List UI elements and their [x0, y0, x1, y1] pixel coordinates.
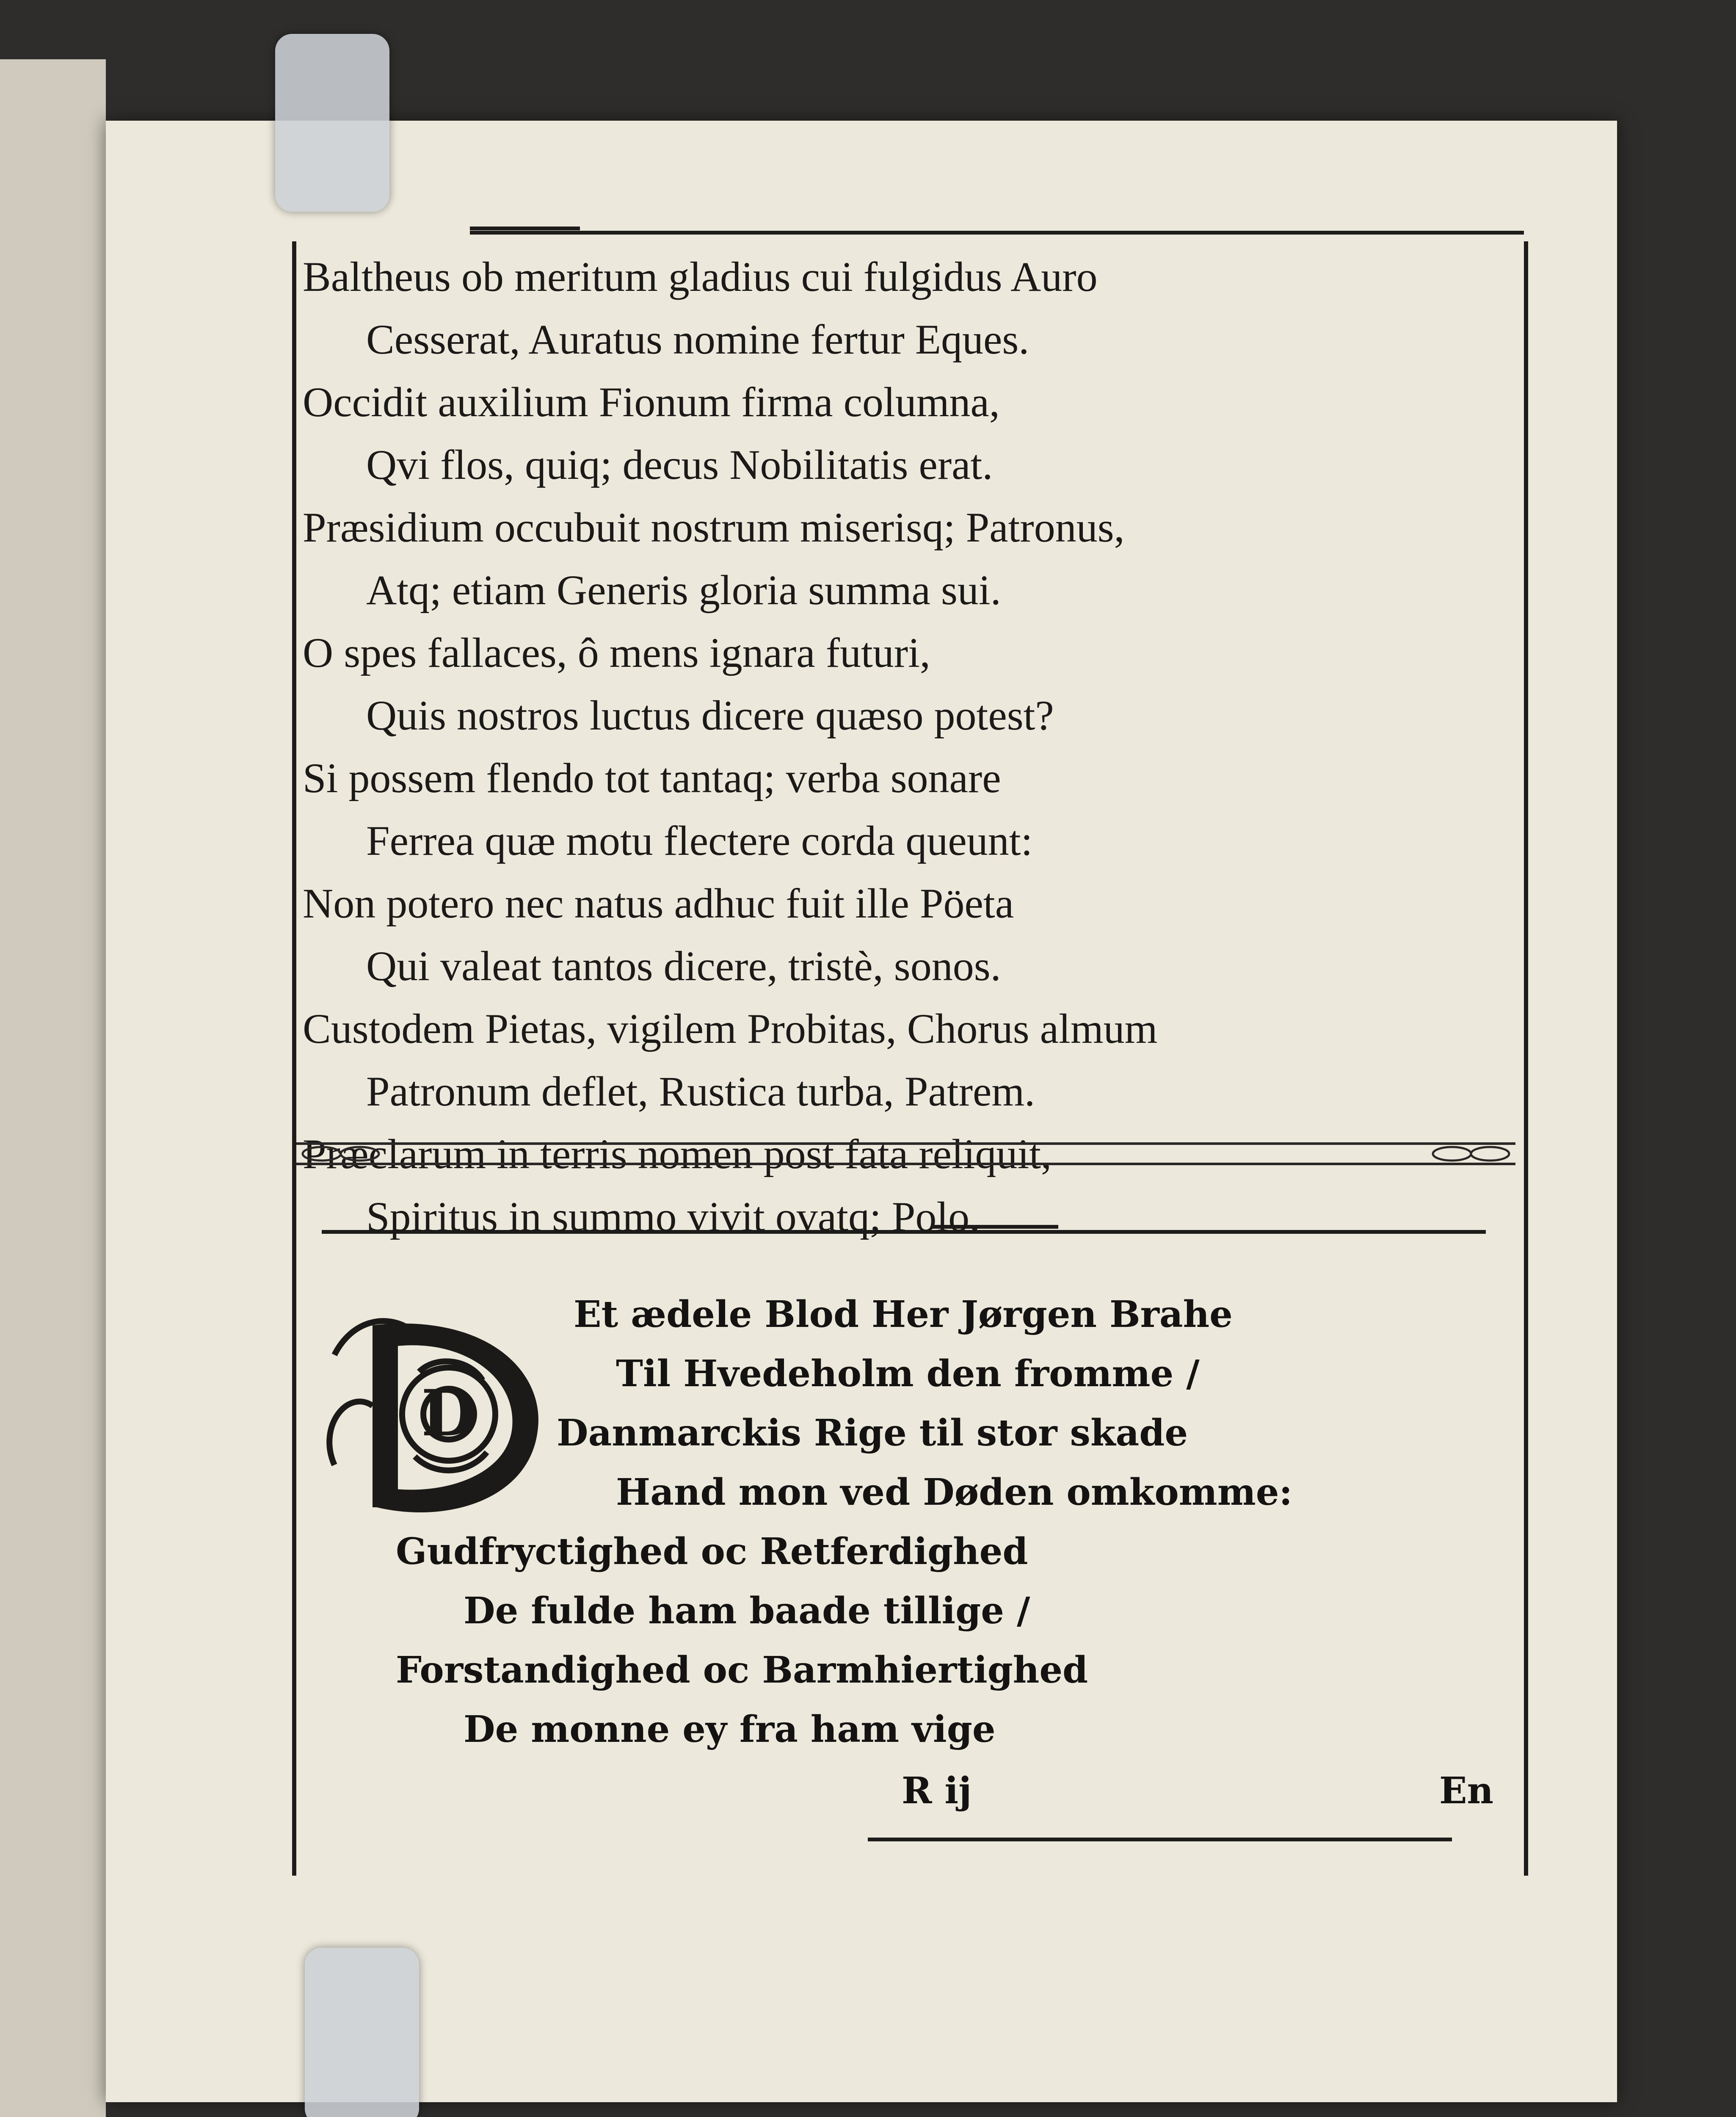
- left-page-edge: [0, 59, 106, 2117]
- danish-line-1: Et ædele Blod Her Jørgen Brahe: [574, 1293, 1233, 1336]
- danish-line-3: Danmarckis Rige til stor skade: [557, 1412, 1188, 1454]
- latin-line-16: Spiritus in summo vivit ovatq; Polo.: [366, 1193, 980, 1240]
- top-rule-accent: [470, 227, 580, 230]
- danish-line-8: De monne ey fra ham vige: [464, 1708, 996, 1751]
- latin-line-6: Atq; etiam Generis gloria summa sui.: [366, 567, 1001, 614]
- danish-line-5: Gudfryctighed oc Retferdighed: [396, 1530, 1028, 1573]
- latin-line-3: Occidit auxilium Fionum firma columna,: [303, 379, 1000, 426]
- latin-line-5: Præsidium occubuit nostrum miserisq; Patronus,: [303, 504, 1125, 551]
- bottom-rule: [868, 1838, 1452, 1841]
- latin-line-2: Cesserat, Auratus nomine fertur Eques.: [366, 316, 1029, 363]
- latin-line-1: Baltheus ob meritum gladius cui fulgidus Auro: [303, 253, 1098, 300]
- latin-poem: [303, 246, 1509, 1248]
- latin-line-10: Ferrea quæ motu flectere corda queunt:: [366, 817, 1033, 864]
- ornamental-border: [296, 1141, 1515, 1166]
- danish-line-6: De fulde ham baade tillige /: [464, 1589, 1030, 1632]
- latin-line-12: Qui valeat tantos dicere, tristè, sonos.: [366, 942, 1001, 989]
- danish-line-2: Til Hvedeholm den fromme /: [616, 1352, 1200, 1395]
- signature-mark: R ij: [902, 1769, 972, 1812]
- danish-line-7: Forstandighed oc Barmhiertighed: [396, 1649, 1088, 1691]
- latin-line-8: Quis nostros luctus dicere quæso potest?: [366, 692, 1054, 739]
- latin-line-9: Si possem flendo tot tantaq; verba sonare: [303, 754, 1001, 801]
- latin-line-15: Præclarum in terris nomen post fata reliquit,: [303, 1130, 1052, 1177]
- latin-line-13: Custodem Pietas, vigilem Probitas, Chorus almum: [303, 1005, 1158, 1052]
- danish-line-4: Hand mon ved Døden omkomme:: [616, 1471, 1293, 1514]
- book-clip-bottom: [305, 1948, 419, 2117]
- danish-poem: [396, 1285, 1496, 1759]
- initial-letter: D: [421, 1376, 477, 1451]
- latin-line-7: O spes fallaces, ô mens ignara futuri,: [303, 629, 930, 676]
- book-clip-top: [275, 34, 389, 212]
- latin-line-14: Patronum deflet, Rustica turba, Patrem.: [366, 1068, 1035, 1115]
- catchword: En: [1439, 1769, 1494, 1812]
- latin-line-11: Non potero nec natus adhuc fuit ille Pöeta: [303, 880, 1014, 927]
- top-rule: [470, 231, 1524, 235]
- latin-line-4: Qvi flos, quiq; decus Nobilitatis erat.: [366, 441, 993, 488]
